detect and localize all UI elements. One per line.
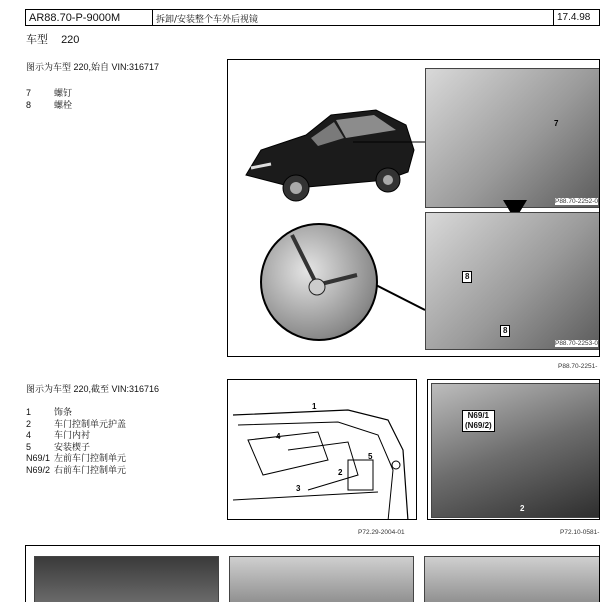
section1-legend	[26, 88, 72, 111]
document-header	[25, 9, 600, 26]
document-title: 拆卸/安装整个车外后视镜	[153, 10, 554, 25]
door-callout-1: 1	[312, 402, 317, 411]
figure-id-1: P88.70-2251-	[558, 363, 598, 370]
section2-caption: 图示为车型 220,截至 VIN:316716	[26, 384, 160, 394]
bottom-photo-2	[229, 556, 414, 602]
legend-row: 2 车门控制单元护盖	[26, 418, 127, 429]
detail-sketch	[262, 225, 378, 341]
bottom-photo-3	[424, 556, 600, 602]
control-unit-figure	[427, 379, 600, 520]
legend-row: N69/1 左前车门控制单元	[26, 453, 127, 463]
figure-id-2: P72.29-2004-01	[358, 529, 405, 536]
photo-callout-2: 2	[520, 504, 525, 513]
figure-id-3: P72.10-0581-	[560, 529, 600, 536]
document-date: 17.4.98	[557, 12, 591, 23]
section2-legend	[26, 407, 126, 476]
legend-row: 5 安装楔子	[26, 441, 91, 452]
magnifier-detail	[260, 223, 378, 341]
document-number: AR88.70-P-9000M	[26, 10, 153, 25]
section1-caption: 图示为车型 220,始自 VIN:316717	[26, 62, 160, 72]
mirror-figure	[227, 59, 600, 357]
door-callout-3: 3	[296, 484, 301, 493]
callout-8-upper: 8	[462, 271, 472, 283]
inset-id-bottom: P88.70-2253-0	[554, 340, 598, 347]
bottom-photo-1	[34, 556, 219, 602]
legend-row: 8 螺栓	[26, 99, 73, 110]
mirror-photo-bottom	[425, 212, 600, 350]
callout-7: 7	[554, 119, 559, 128]
control-unit-photo	[431, 383, 600, 518]
bottom-figure-strip	[25, 545, 600, 602]
legend-row: 7 螺钉	[26, 88, 73, 98]
legend-row: N69/2 右前车门控制单元	[26, 464, 127, 475]
inset-id-top: P88.70-2252-0	[554, 198, 598, 205]
legend-row: 1 饰条	[26, 407, 73, 417]
mirror-photo-top	[425, 68, 600, 208]
door-callout-5: 5	[368, 452, 373, 461]
door-callout-4: 4	[276, 432, 281, 441]
door-callout-2: 2	[338, 468, 343, 477]
model-value: 220	[61, 34, 80, 46]
door-panel-figure	[227, 379, 417, 520]
callout-8-lower: 8	[500, 325, 510, 337]
vehicle-model	[26, 31, 89, 47]
legend-row: 4 车门内衬	[26, 430, 91, 440]
photo-label-n69: N69/1 (N69/2)	[462, 410, 495, 432]
model-label: 车型	[26, 34, 48, 46]
door-panel-drawing	[228, 380, 417, 520]
